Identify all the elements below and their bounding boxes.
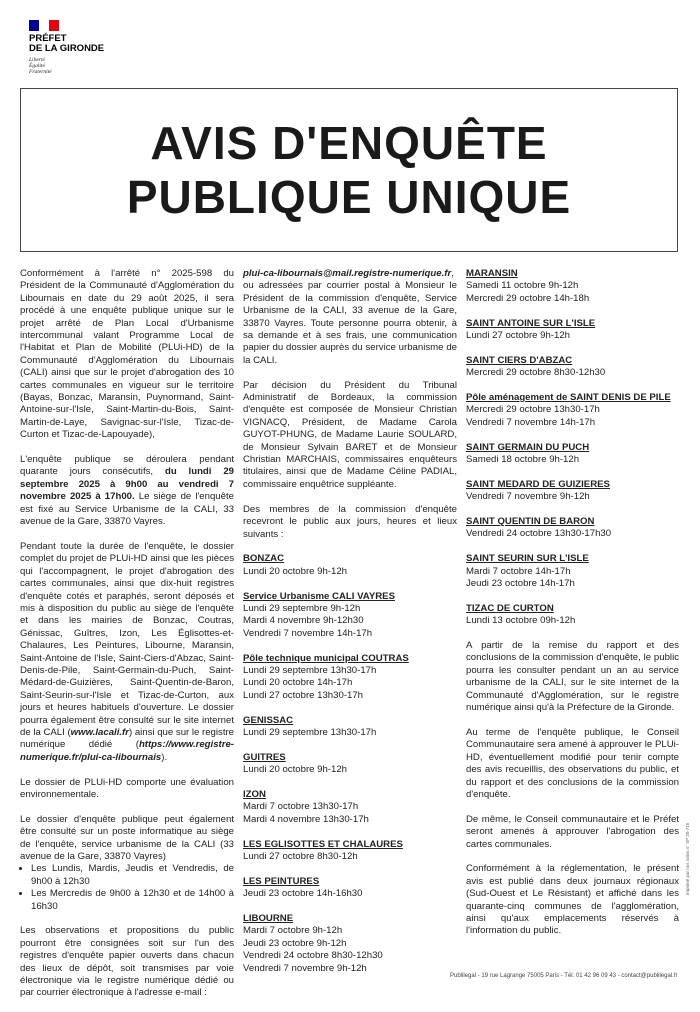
- notice-title-line1: AVIS D'ENQUÊTE: [150, 117, 548, 169]
- permanence-slot: Mardi 7 octobre 9h-12h: [243, 925, 343, 937]
- flag-stripe: [29, 20, 39, 31]
- permanence-place: LES PEINTURES: [243, 875, 320, 887]
- paragraph-dates: L'enquête publique se déroulera pendant quarante jours consécutifs, du lundi 29 septembre 2025 à 9h00 au vendredi 7 novembre 2025 à 17h00. Le siège de l'enquête est fixé au Service Urbanisme de la CALI, 33 avenue de la Gare, 33870 Vayres.: [20, 454, 234, 528]
- permanence-place: Pôle technique municipal COUTRAS: [243, 652, 409, 664]
- permanence-place: LES EGLISOTTES ET CHALAURES: [243, 838, 403, 850]
- list-item: • Les Mercredis de 9h00 à 12h30 et de 14h00 à 16h30: [31, 888, 234, 913]
- permanence-block: [466, 392, 679, 429]
- permanence-block: [466, 318, 679, 343]
- paragraph-observations: Les observations et propositions du public pourront être consignées soit sur l'un des registres d'enquête papier ouverts dans chacun des lieux de dépôt, soit transmises par voie électronique via le registre numérique dédié ou par courrier électronique à l'adresse e-mail :: [20, 925, 234, 999]
- permanence-slot: Vendredi 7 novembre 14h-17h: [466, 416, 596, 428]
- enquiry-dates: du lundi 29 septembre 2025 à 9h00 au vendredi 7 novembre 2025 à 17h00.: [20, 466, 234, 503]
- permanences-list-a: [243, 553, 457, 975]
- permanence-place: TIZAC DE CURTON: [466, 602, 554, 614]
- permanence-slot: Mercredi 29 octobre 14h-18h: [466, 292, 590, 304]
- column-3: [466, 268, 679, 950]
- permanence-block: [243, 653, 457, 703]
- registre-numerique-link[interactable]: https://www.registre-numerique.fr/plui-ca-libournais: [20, 739, 234, 763]
- column-1: [20, 268, 234, 1012]
- registre-email-link[interactable]: plui-ca-libournais@mail.registre-numerique.fr: [243, 268, 452, 279]
- cali-website-link[interactable]: www.lacali.fr: [70, 727, 129, 738]
- prefet-name-line1: PRÉFET: [29, 33, 67, 44]
- permanence-block: [466, 355, 679, 380]
- notice-title-box: [20, 88, 678, 252]
- permanence-place: SAINT SEURIN SUR L'ISLE: [466, 553, 589, 565]
- footer-publisher: Publilegal - 19 rue Lagrange 75005 Paris - Tél. 01 42 96 09 43 - contact@publilegal.fr: [450, 973, 678, 979]
- permanence-place: GUITRES: [243, 751, 286, 763]
- permanence-place: LIBOURNE: [243, 912, 294, 924]
- permanence-place: GENISSAC: [243, 714, 294, 726]
- permanence-slot: Lundi 13 octobre 09h-12h: [466, 615, 576, 627]
- permanences-list-b: [466, 268, 679, 628]
- permanence-block: [243, 591, 457, 641]
- permanence-slot: Lundi 29 septembre 13h30-17h: [243, 726, 377, 738]
- republic-motto: [29, 57, 104, 75]
- opening-hours-list: [20, 863, 234, 913]
- permanence-place: SAINT GERMAIN DU PUCH: [466, 441, 590, 453]
- paragraph-poste-informatique: Le dossier d'enquête publique peut également être consulté sur un poste informatique au siège de l'enquête, service urbanisme de la CALI (33 avenue de la Gare, 33870 Vayres): [20, 813, 234, 863]
- paragraph-evaluation: Le dossier de PLUi-HD comporte une évaluation environnementale.: [20, 776, 234, 801]
- permanence-slot: Samedi 18 octobre 9h-12h: [466, 454, 580, 466]
- print-side-note: Imprimé par nos soins n° SP 20-715: [685, 822, 690, 895]
- permanence-slot: Samedi 11 octobre 9h-12h: [466, 280, 579, 292]
- flag-stripe: [49, 20, 59, 31]
- permanence-slot: Vendredi 7 novembre 9h-12h: [243, 962, 367, 974]
- permanence-block: [243, 752, 457, 777]
- permanence-slot: Lundi 27 octobre 13h30-17h: [243, 689, 364, 701]
- permanence-place: MARANSIN: [466, 268, 518, 279]
- paragraph-approbation: Au terme de l'enquête publique, le Conseil Communautaire sera amené à approuver le PLUi-HD, éventuellement modifié pour tenir compte des avis recueillis, des observations du public, et du rapport et des conclusions de la commission d'enquête.: [466, 726, 679, 800]
- permanence-slot: Jeudi 23 octobre 14h-17h: [466, 578, 575, 590]
- flag-stripe: [39, 20, 49, 31]
- permanence-slot: Lundi 20 octobre 9h-12h: [243, 565, 348, 577]
- paragraph-courrier: plui-ca-libournais@mail.registre-numerique.fr, ou adressées par courrier postal à Monsieur le Président de la commission d'enquête, Service Urbanisme de la CALI, 33 avenue de la Gare, 33870 Vayres. Toute personne pourra obtenir, à sa demande et à ses frais, une communication papier du dossier auprès du service urbanisme de la CALI.: [243, 268, 457, 366]
- motto-fraternite: Fraternité: [29, 69, 52, 75]
- permanence-block: [466, 516, 679, 541]
- permanence-block: [243, 876, 457, 901]
- paragraph-abrogation: De même, le Conseil communautaire et le Préfet seront amenés à approuver l'abrogation des cartes communales.: [466, 813, 679, 850]
- paragraph-arrete: Conformément à l'arrêté n° 2025-598 du Président de la Communauté d'Agglomération du Libournais en date du 29 août 2025, il sera procédé à une enquête publique unique sur le projet arrêté de Plan Local d'Urbanisme intercommunal valant Programme Local de l'Habitat et Plan de Mobilité (PLUi-HD) de la Communauté d'Agglomération du Libournais (CALI) ainsi que sur le projet d'abrogation des 10 cartes communales en vigueur sur le territoire (Bayas, Bonzac, Maransin, Puynormand, Saint-Antoine-sur-l'Isle, Saint-Martin-du-Bois, Saint-Martin-de-Laye, Savignac-sur-l'Isle, Tizac-de-Curton et Tizac-de-Lapouyade),: [20, 268, 234, 441]
- permanence-slot: Mardi 4 novembre 9h-12h30: [243, 615, 364, 627]
- prefet-name-line2: DE LA GIRONDE: [29, 43, 105, 54]
- paragraph-permanences: Des membres de la commission d'enquête recevront le public aux jours, heures et lieux suivants :: [243, 503, 457, 540]
- permanence-place: SAINT CIERS D'ABZAC: [466, 354, 573, 366]
- permanence-block: [243, 839, 457, 864]
- prefet-name: [29, 34, 104, 54]
- permanence-place: BONZAC: [243, 553, 285, 565]
- permanence-slot: Lundi 27 octobre 8h30-12h: [243, 850, 358, 862]
- permanence-place: IZON: [243, 788, 266, 800]
- permanence-slot: Jeudi 23 octobre 14h-16h30: [243, 888, 363, 900]
- permanence-slot: Lundi 20 octobre 14h-17h: [243, 677, 353, 689]
- permanence-place: SAINT QUENTIN DE BARON: [466, 516, 595, 528]
- permanence-place: SAINT ANTOINE SUR L'ISLE: [466, 317, 596, 329]
- motto-liberte: Liberté: [29, 57, 45, 63]
- permanence-block: [243, 715, 457, 740]
- permanence-slot: Vendredi 24 octobre 13h30-17h30: [466, 528, 612, 540]
- paragraph-rapport: A partir de la remise du rapport et des conclusions de la commission d'enquête, le public pourra les consulter pendant un an au service urbanisme de la CALI, sur le site internet de la Communauté d'Agglomération, sur le registre numérique ainsi qu'à la Préfecture de la Gironde.: [466, 640, 679, 714]
- list-item: • Les Lundis, Mardis, Jeudis et Vendredis, de 9h00 à 12h30: [31, 863, 234, 888]
- permanence-slot: Lundi 20 octobre 9h-12h: [243, 764, 348, 776]
- permanence-slot: Jeudi 23 octobre 9h-12h: [243, 937, 347, 949]
- permanence-slot: Lundi 29 septembre 13h30-17h: [243, 664, 377, 676]
- permanence-slot: Mardi 4 novembre 13h30-17h: [243, 813, 369, 825]
- permanence-place: SAINT MEDARD DE GUIZIERES: [466, 478, 610, 490]
- motto-egalite: Égalité: [29, 63, 45, 69]
- permanence-block: [466, 479, 679, 504]
- permanence-place: Service Urbanisme CALI VAYRES: [243, 590, 395, 602]
- permanence-slot: Vendredi 24 octobre 8h30-12h30: [243, 950, 383, 962]
- permanence-block: [466, 603, 679, 628]
- column-2: [243, 268, 457, 987]
- notice-title-line2: PUBLIQUE UNIQUE: [126, 171, 572, 223]
- permanence-block: [466, 553, 679, 590]
- permanence-slot: Lundi 29 septembre 9h-12h: [243, 602, 361, 614]
- permanence-block: [243, 553, 457, 578]
- permanence-slot: Mercredi 29 octobre 13h30-17h: [466, 404, 600, 416]
- paragraph-dossier: Pendant toute la durée de l'enquête, le dossier complet du projet de PLUi-HD ainsi que les pièces qui l'accompagnent, le projet d'abrogation des cartes communales, ainsi que dix-huit registres d'enquête cotés et paraphés, seront déposés et mis à disposition du public au siège de l'enquête et dans les mairies de Bonzac, Coutras, Génissac, Guîtres, Izon, Les Églisottes-et-Chalaures, Les Peintures, Libourne, Maransin, Saint-Antoine de l'Isle, Saint-Ciers-d'Abzac, Saint-Denis-de-Pile, Saint-Germain-du-Puch, Saint-Médard-de-Guizières, Saint-Quentin-de-Baron, Saint-Seurin-sur-l'Isle et Tizac-de-Curton, aux jours et heures habituels d'ouverture. Le dossier pourra également être consulté sur le site internet de la CALI (www.lacali.fr) ainsi que sur le registre numérique dédié (https://www.registre-numerique.fr/plui-ca-libournais).: [20, 540, 235, 763]
- permanence-slot: Vendredi 7 novembre 9h-12h: [466, 491, 590, 503]
- permanence-slot: Mercredi 29 octobre 8h30-12h30: [466, 367, 606, 379]
- permanence-slot: Vendredi 7 novembre 14h-17h: [243, 627, 373, 639]
- permanence-block: [466, 442, 679, 467]
- permanence-block: [466, 268, 679, 305]
- permanence-block: [243, 789, 457, 826]
- permanence-slot: Lundi 27 octobre 9h-12h: [466, 330, 571, 342]
- paragraph-commission: Par décision du Président du Tribunal Administratif de Bordeaux, la commission d'enquête est composée de Monsieur Christian VIGNACQ, Président, de Madame Carola GUYOT-PHUNG, de Madame Laurie SOULARD, de Monsieur Sylvain BARET et de Monsieur Christian MARCHAIS, commissaires enquêteurs titulaires, ainsi que de Madame Céline PADIAL, commissaire enquêtrice suppléante.: [243, 379, 457, 490]
- permanence-place: Pôle aménagement de SAINT DENIS DE PILE: [466, 392, 671, 404]
- permanence-slot: Mardi 7 octobre 14h-17h: [466, 565, 571, 577]
- permanence-slot: Mardi 7 octobre 13h30-17h: [243, 801, 359, 813]
- paragraph-publication: Conformément à la réglementation, le présent avis est publié dans deux journaux régionaux (Sud-Ouest et Le Résistant) et affiché dans les quarante-cinq communes de l'agglomération, ainsi qu'aux emplacements réservés à l'information du public.: [466, 863, 679, 937]
- republic-flag-icon: [29, 20, 59, 31]
- permanence-block: [243, 913, 457, 975]
- prefet-logo: [29, 20, 104, 75]
